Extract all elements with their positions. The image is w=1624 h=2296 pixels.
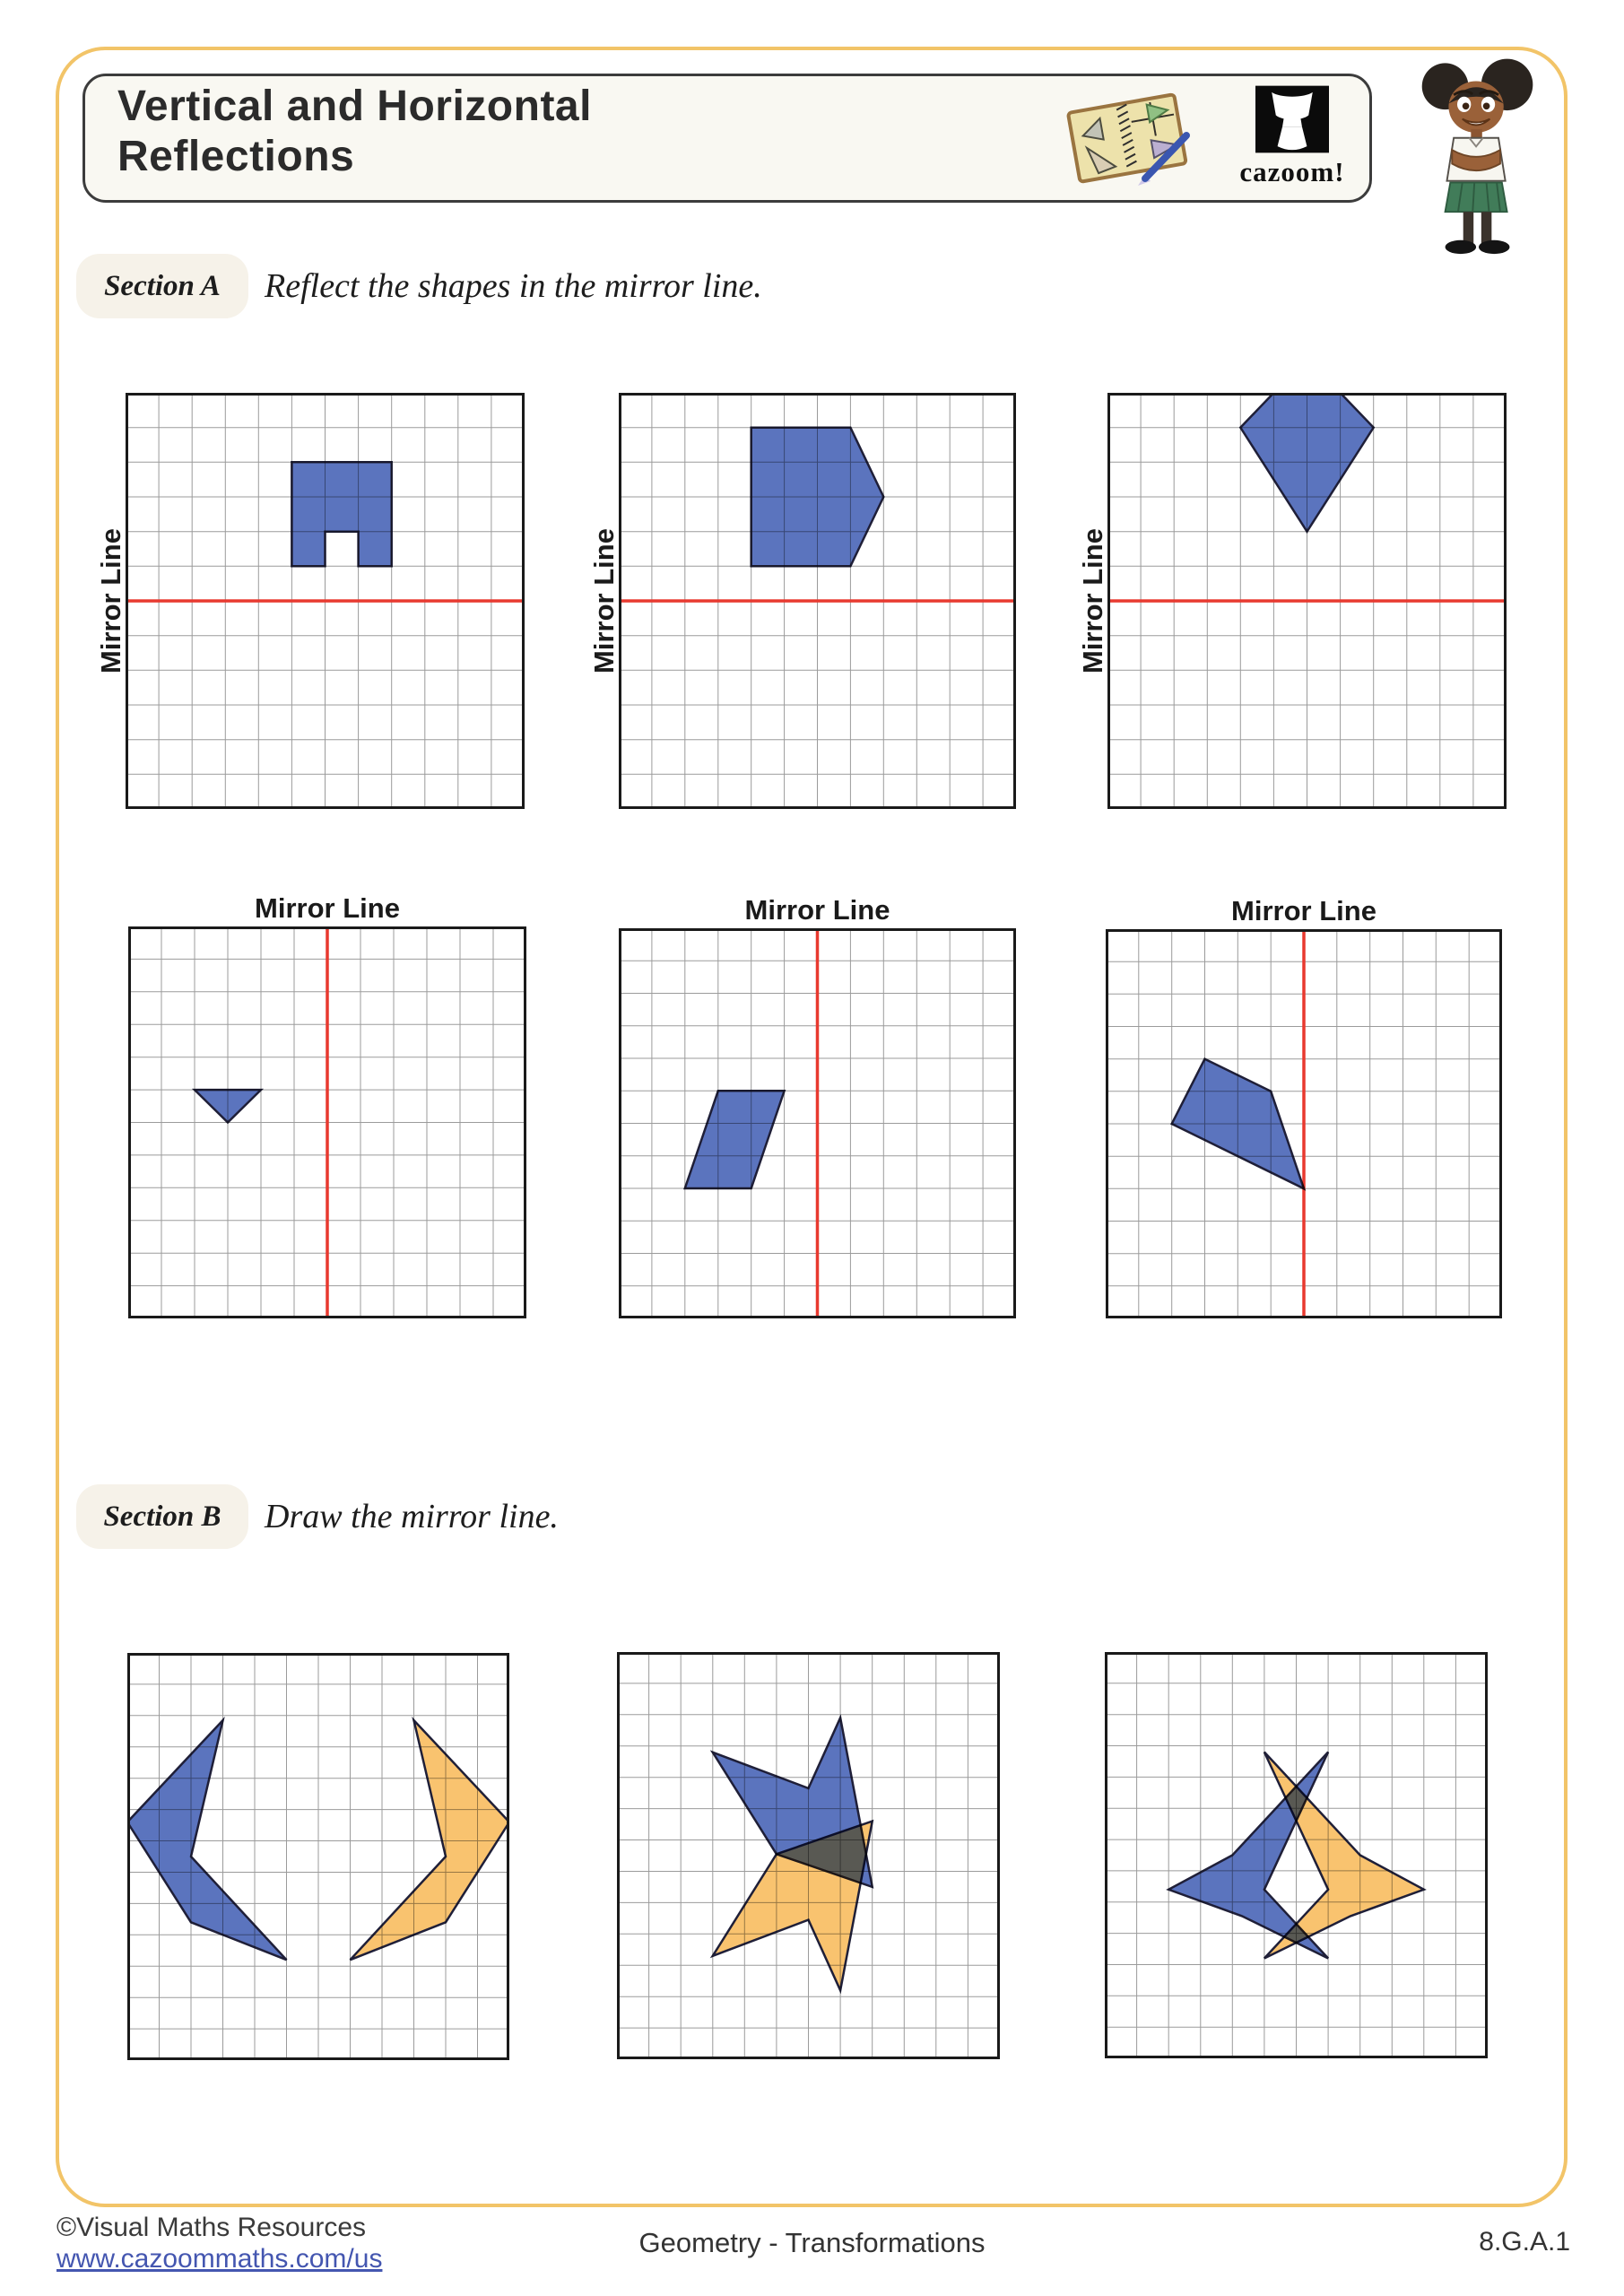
shape-crescent-right [351, 1720, 510, 1960]
notebook-icon [1055, 85, 1199, 191]
section-a-instruction [265, 254, 762, 318]
grid-canvas-5[interactable] [619, 928, 1016, 1318]
section-a-label-text: Section A [104, 269, 221, 302]
mirror-line-label: Mirror Line [744, 894, 890, 926]
grid-canvas-4[interactable] [128, 926, 526, 1318]
shape-crescent-left [127, 1720, 287, 1960]
mirror-line-label: Mirror Line [255, 892, 400, 924]
shape-pentagon-point-right [751, 428, 884, 567]
shape-triangle-down [195, 1090, 261, 1122]
mascot-character [1411, 50, 1544, 257]
draw-mirror-grid-3 [1105, 1652, 1488, 2058]
reflection-grid-2 [588, 393, 1016, 809]
draw-mirror-grid-2 [617, 1652, 1000, 2059]
mirror-line-label: Mirror Line [588, 528, 620, 674]
reflection-grid-3 [1077, 393, 1507, 809]
website-link[interactable]: www.cazoommaths.com/us [56, 2244, 383, 2274]
mirror-line-label: Mirror Line [95, 528, 126, 674]
section-b-label-text: Section B [103, 1500, 221, 1533]
grid-canvas-2[interactable] [619, 393, 1016, 809]
section-a-instruction-text: Reflect the shapes in the mirror line. [265, 267, 762, 305]
mirror-line-label: Mirror Line [1231, 895, 1376, 926]
mirror-line-label: Mirror Line [1077, 528, 1108, 674]
grid-canvas-9[interactable] [1105, 1652, 1488, 2058]
footer-standard-code: 8.G.A.1 [1479, 2227, 1570, 2257]
section-b-instruction [265, 1484, 559, 1549]
cazoom-logo [1222, 85, 1362, 188]
grid-canvas-7[interactable] [127, 1653, 509, 2060]
grid-canvas-1[interactable] [126, 393, 525, 809]
page-title-line2: Reflections [117, 132, 355, 180]
grid-canvas-6[interactable] [1106, 929, 1502, 1318]
djembe-drum-icon [1255, 85, 1329, 153]
copyright-text: ©Visual Maths Resources [56, 2213, 367, 2242]
reflection-grid-1 [95, 393, 525, 809]
page-title [117, 82, 592, 181]
shape-square-with-notch [291, 462, 391, 566]
shape-parallelogram [685, 1091, 785, 1188]
brand-name: cazoom! [1239, 156, 1345, 187]
reflection-grid-6 [1106, 895, 1502, 1318]
grid-canvas-3[interactable] [1107, 393, 1507, 809]
grid-canvas-8[interactable] [617, 1652, 1000, 2059]
draw-mirror-grid-1 [127, 1653, 509, 2060]
section-b-instruction-text: Draw the mirror line. [265, 1498, 559, 1535]
reflection-grid-4 [128, 892, 526, 1318]
section-b-label [76, 1484, 248, 1549]
section-a-label [76, 254, 248, 318]
footer-subject: Geometry - Transformations [638, 2227, 986, 2258]
page-title-line1: Vertical and Horizontal [117, 83, 592, 130]
header-box [83, 74, 1372, 203]
reflection-grid-5 [619, 894, 1016, 1318]
